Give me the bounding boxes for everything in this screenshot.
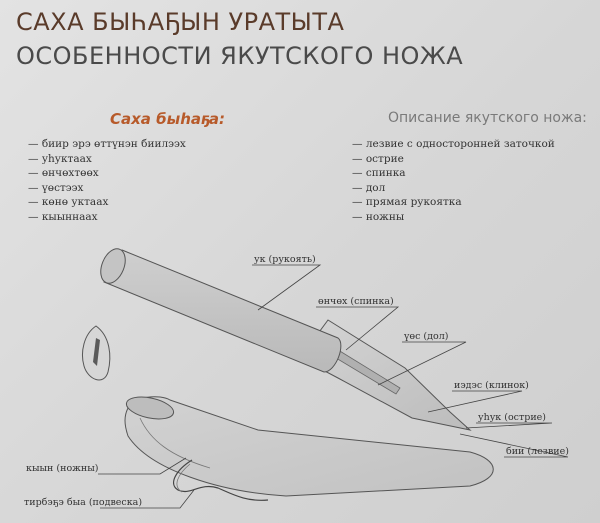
- list-item: — көнө уктаах: [28, 195, 186, 210]
- list-item: — уһуктаах: [28, 152, 186, 167]
- label-hanger: тирбэҕэ быа (подвеска): [24, 497, 143, 508]
- list-item: — лезвие с односторонней заточкой: [352, 137, 555, 152]
- label-edge: бии (лезвие): [506, 446, 569, 457]
- label-fuller: үөс (дол): [404, 331, 449, 342]
- list-item: — дол: [352, 181, 555, 196]
- label-tip: уһук (острие): [478, 412, 546, 423]
- blade-cross-section-icon: [83, 326, 110, 380]
- list-item: — биир эрэ өттүнэн биилээх: [28, 137, 186, 152]
- label-handle: ук (рукоять): [254, 254, 316, 265]
- label-sheath: кыын (ножны): [26, 463, 99, 474]
- russian-list-heading: Описание якутского ножа:: [388, 110, 587, 126]
- yakut-list-heading: Саха быһаҕа:: [110, 110, 225, 128]
- list-item: — ножны: [352, 210, 555, 225]
- title-russian: ОСОБЕННОСТИ ЯКУТСКОГО НОЖА: [16, 42, 464, 70]
- title-yakut: САХА БЫҺАҔЫН УРАТЫТА: [16, 8, 345, 36]
- list-item: — өнчөхтөөх: [28, 166, 186, 181]
- list-item: — острие: [352, 152, 555, 167]
- list-item: — прямая рукоятка: [352, 195, 555, 210]
- list-item: — үөстээх: [28, 181, 186, 196]
- label-spine: өнчөх (спинка): [318, 296, 394, 307]
- label-blade: иэдэс (клинок): [454, 380, 529, 391]
- list-item: — кыыннаах: [28, 210, 186, 225]
- list-item: — спинка: [352, 166, 555, 181]
